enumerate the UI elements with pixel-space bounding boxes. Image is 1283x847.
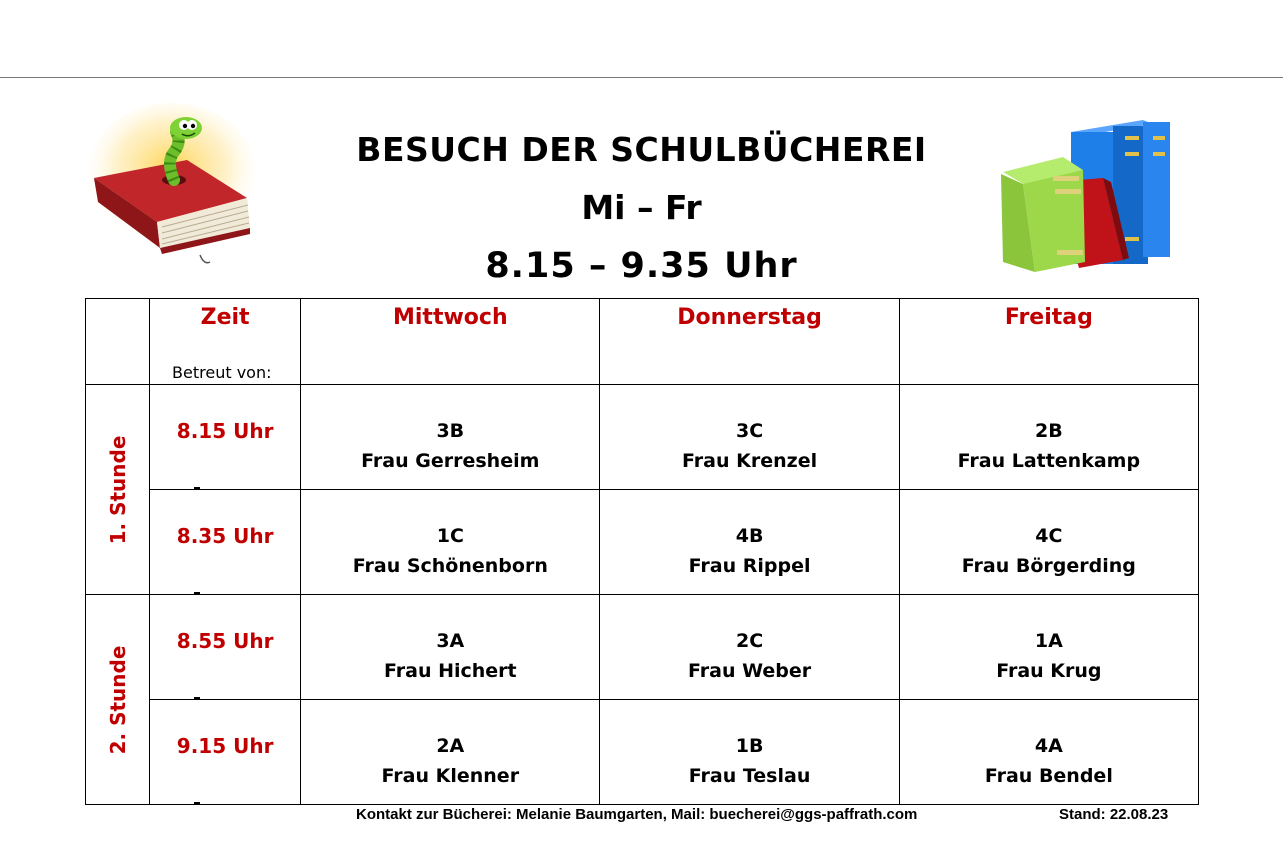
class-label: 4A	[1034, 735, 1063, 757]
class-label: 1B	[735, 735, 764, 757]
day-label: Donnerstag	[677, 305, 822, 330]
table-row	[86, 385, 1199, 490]
teacher-label: Frau Klenner	[381, 765, 520, 787]
time-cell	[150, 385, 301, 490]
teacher-label: Frau Schönenborn	[352, 555, 548, 577]
class-label: 2B	[1035, 420, 1063, 442]
top-divider	[0, 77, 1283, 78]
dash-mark	[194, 802, 200, 804]
teacher-label: Frau Lattenkamp	[957, 450, 1141, 472]
class-label: 2C	[735, 630, 764, 652]
time-cell	[150, 595, 301, 700]
schedule-cell	[899, 595, 1198, 700]
teacher-label: Frau Gerresheim	[361, 450, 540, 472]
group-label: 2. Stunde	[105, 645, 130, 754]
day-label: Mittwoch	[393, 305, 508, 330]
class-label: 3C	[735, 420, 764, 442]
schedule-cell	[600, 595, 899, 700]
stand-footer: Stand: 22.08.23	[1059, 806, 1169, 823]
teacher-label: Frau Bendel	[984, 765, 1113, 787]
teacher-label: Frau Weber	[688, 660, 812, 682]
schedule-cell	[600, 490, 899, 595]
schedule-cell	[600, 385, 899, 490]
page-title: BESUCH DER SCHULBÜCHEREI	[356, 130, 927, 169]
class-label: 4C	[1035, 525, 1063, 547]
teacher-label: Frau Krenzel	[682, 450, 818, 472]
class-label: 2A	[436, 735, 465, 757]
time-subtitle: 8.15 – 9.35 Uhr	[485, 246, 798, 286]
time-label: 9.15 Uhr	[176, 734, 274, 758]
days-subtitle: Mi – Fr	[581, 188, 702, 227]
schedule-table	[85, 298, 1199, 805]
teacher-label: Frau Rippel	[688, 555, 811, 577]
table-row	[86, 595, 1199, 700]
schedule-cell	[301, 595, 600, 700]
day-label: Freitag	[1004, 305, 1093, 330]
group-label: 1. Stunde	[105, 435, 130, 544]
header-time: Zeit	[200, 305, 250, 330]
schedule-cell	[301, 490, 600, 595]
table-row	[86, 700, 1199, 805]
schedule-cell	[301, 385, 600, 490]
teacher-label: Frau Börgerding	[961, 555, 1136, 577]
schedule-cell	[899, 700, 1198, 805]
time-cell	[150, 490, 301, 595]
book-stack-icon	[993, 112, 1178, 277]
group-cell-2	[86, 595, 150, 805]
class-label: 4B	[735, 525, 764, 547]
schedule-cell	[899, 490, 1198, 595]
bookworm-book-icon	[82, 100, 257, 270]
schedule-cell	[301, 700, 600, 805]
header-row	[86, 299, 1199, 385]
teacher-label: Frau Teslau	[688, 765, 811, 787]
teacher-label: Frau Hichert	[383, 660, 517, 682]
class-label: 1A	[1034, 630, 1063, 652]
betreut-label: Betreut von:	[172, 363, 272, 382]
time-label: 8.15 Uhr	[176, 419, 274, 443]
time-label: 8.35 Uhr	[176, 524, 274, 548]
header-day-friday	[899, 299, 1198, 385]
class-label: 1C	[436, 525, 464, 547]
schedule-cell	[899, 385, 1198, 490]
header-time-cell	[150, 299, 301, 385]
header-day-wednesday	[301, 299, 600, 385]
class-label: 3B	[436, 420, 465, 442]
teacher-label: Frau Krug	[996, 660, 1102, 682]
schedule-cell	[600, 700, 899, 805]
contact-footer: Kontakt zur Bücherei: Melanie Baumgarten, Mail: buecherei@ggs-paffrath.com	[356, 806, 918, 823]
class-label: 3A	[436, 630, 465, 652]
group-cell-1	[86, 385, 150, 595]
header-day-thursday	[600, 299, 899, 385]
time-label: 8.55 Uhr	[176, 629, 274, 653]
corner-cell	[86, 299, 150, 385]
table-row	[86, 490, 1199, 595]
time-cell	[150, 700, 301, 805]
